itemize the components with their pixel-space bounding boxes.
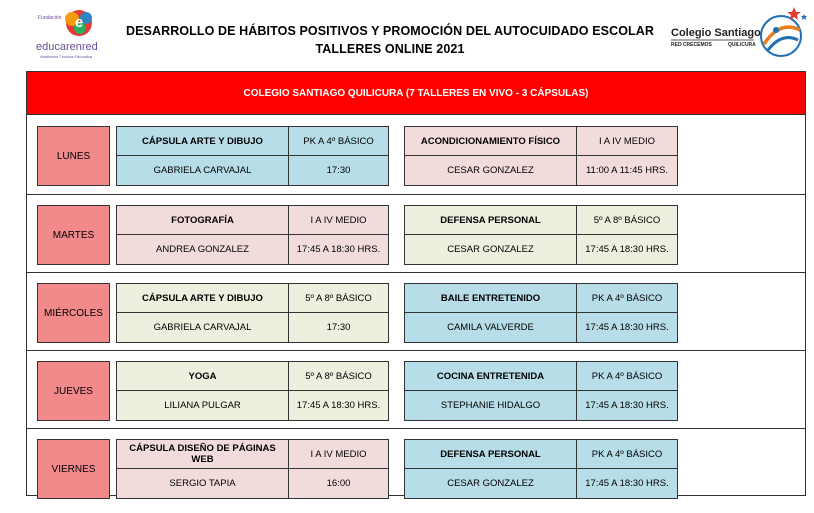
workshop-name: YOGA bbox=[117, 362, 288, 391]
logo-school-name: Colegio Santiago bbox=[671, 27, 761, 39]
day-label: MARTES bbox=[37, 205, 110, 265]
workshop-grade: PK A 4º BÁSICO bbox=[288, 127, 388, 156]
workshop-time: 17:45 A 18:30 HRS. bbox=[288, 235, 388, 264]
workshop-name: ACONDICIONAMIENTO FÍSICO bbox=[405, 127, 576, 156]
workshop-teacher: GABRIELA CARVAJAL bbox=[153, 165, 252, 176]
workshop-time: 17:45 A 18:30 HRS. bbox=[576, 235, 677, 264]
logo-tag-text: Asistencia Técnica Educativa bbox=[40, 54, 92, 59]
workshop-card bbox=[116, 439, 389, 499]
workshop-grade: 5º A 8º BÁSICO bbox=[288, 362, 388, 391]
workshop-time: 11:00 A 11:45 HRS. bbox=[576, 156, 677, 185]
workshop-teacher: ANDREA GONZALEZ bbox=[156, 244, 249, 255]
logo-small-text: Fundación bbox=[38, 15, 62, 21]
workshop-teacher: GABRIELA CARVAJAL bbox=[153, 322, 252, 333]
logo-brand-text: educarenred bbox=[36, 41, 98, 53]
workshop-grade: 5º A 8º BÁSICO bbox=[288, 284, 388, 313]
workshop-grade: I A IV MEDIO bbox=[288, 206, 388, 235]
workshop-name: BAILE ENTRETENIDO bbox=[405, 284, 576, 313]
workshop-teacher: CESAR GONZALEZ bbox=[447, 165, 534, 176]
day-row-jueves bbox=[27, 350, 805, 428]
workshop-grade: PK A 4º BÁSICO bbox=[576, 440, 677, 469]
workshop-card bbox=[404, 205, 678, 265]
school-banner: COLEGIO SANTIAGO QUILICURA (7 TALLERES EN VIVO - 3 CÁPSULAS) bbox=[27, 72, 805, 115]
day-label: LUNES bbox=[37, 126, 110, 186]
workshop-card bbox=[116, 126, 389, 186]
workshop-card bbox=[404, 126, 678, 186]
workshop-name: COCINA ENTRETENIDA bbox=[405, 362, 576, 391]
day-row-miercoles bbox=[27, 272, 805, 350]
workshop-name: CÁPSULA DISEÑO DE PÁGINAS WEB bbox=[117, 440, 288, 469]
workshop-grade: I A IV MEDIO bbox=[288, 440, 388, 469]
day-label: VIERNES bbox=[37, 439, 110, 499]
colegio-santiago-logo bbox=[668, 4, 814, 68]
day-label: JUEVES bbox=[37, 361, 110, 421]
workshop-time: 17:45 A 18:30 HRS. bbox=[576, 313, 677, 342]
workshop-teacher: CAMILA VALVERDE bbox=[447, 322, 534, 333]
workshop-card bbox=[404, 361, 678, 421]
workshop-card bbox=[404, 439, 678, 499]
logo-network-text: RED CRECEMOS bbox=[671, 42, 712, 48]
workshop-name: FOTOGRAFÍA bbox=[117, 206, 288, 235]
workshop-grade: PK A 4º BÁSICO bbox=[576, 362, 677, 391]
workshop-teacher: SERGIO TAPIA bbox=[169, 478, 236, 489]
schedule-table bbox=[26, 71, 806, 496]
workshop-teacher: STEPHANIE HIDALGO bbox=[440, 400, 541, 411]
page-title: DESARROLLO DE HÁBITOS POSITIVOS Y PROMOCIÓN DEL AUTOCUIDADO ESCOLAR bbox=[125, 24, 655, 38]
workshop-card bbox=[116, 283, 389, 343]
workshop-teacher: CESAR GONZALEZ bbox=[447, 478, 534, 489]
workshop-grade: I A IV MEDIO bbox=[576, 127, 677, 156]
workshop-card bbox=[116, 205, 389, 265]
workshop-time: 17:30 bbox=[288, 156, 388, 185]
workshop-time: 16:00 bbox=[288, 469, 388, 498]
day-row-martes bbox=[27, 194, 805, 272]
workshop-time: 17:45 A 18:30 HRS. bbox=[576, 469, 677, 498]
workshop-name: CÁPSULA ARTE Y DIBUJO bbox=[117, 127, 288, 156]
workshop-time: 17:30 bbox=[288, 313, 388, 342]
workshop-grade: 5º A 8º BÁSICO bbox=[576, 206, 677, 235]
workshop-teacher: CESAR GONZALEZ bbox=[447, 244, 534, 255]
workshop-name: CÁPSULA ARTE Y DIBUJO bbox=[117, 284, 288, 313]
day-row-lunes bbox=[27, 116, 805, 194]
workshop-time: 17:45 A 18:30 HRS. bbox=[576, 391, 677, 420]
day-row-viernes bbox=[27, 428, 805, 506]
page-subtitle: TALLERES ONLINE 2021 bbox=[315, 42, 465, 56]
workshop-card bbox=[116, 361, 389, 421]
workshop-card bbox=[404, 283, 678, 343]
workshop-name: DEFENSA PERSONAL bbox=[405, 206, 576, 235]
workshop-time: 17:45 A 18:30 HRS. bbox=[288, 391, 388, 420]
workshop-grade: PK A 4º BÁSICO bbox=[576, 284, 677, 313]
workshop-name: DEFENSA PERSONAL bbox=[405, 440, 576, 469]
workshop-teacher: LILIANA PULGAR bbox=[164, 400, 241, 411]
svg-text:e: e bbox=[74, 14, 84, 31]
day-label: MIÉRCOLES bbox=[37, 283, 110, 343]
logo-commune-text: QUILICURA bbox=[728, 42, 756, 48]
